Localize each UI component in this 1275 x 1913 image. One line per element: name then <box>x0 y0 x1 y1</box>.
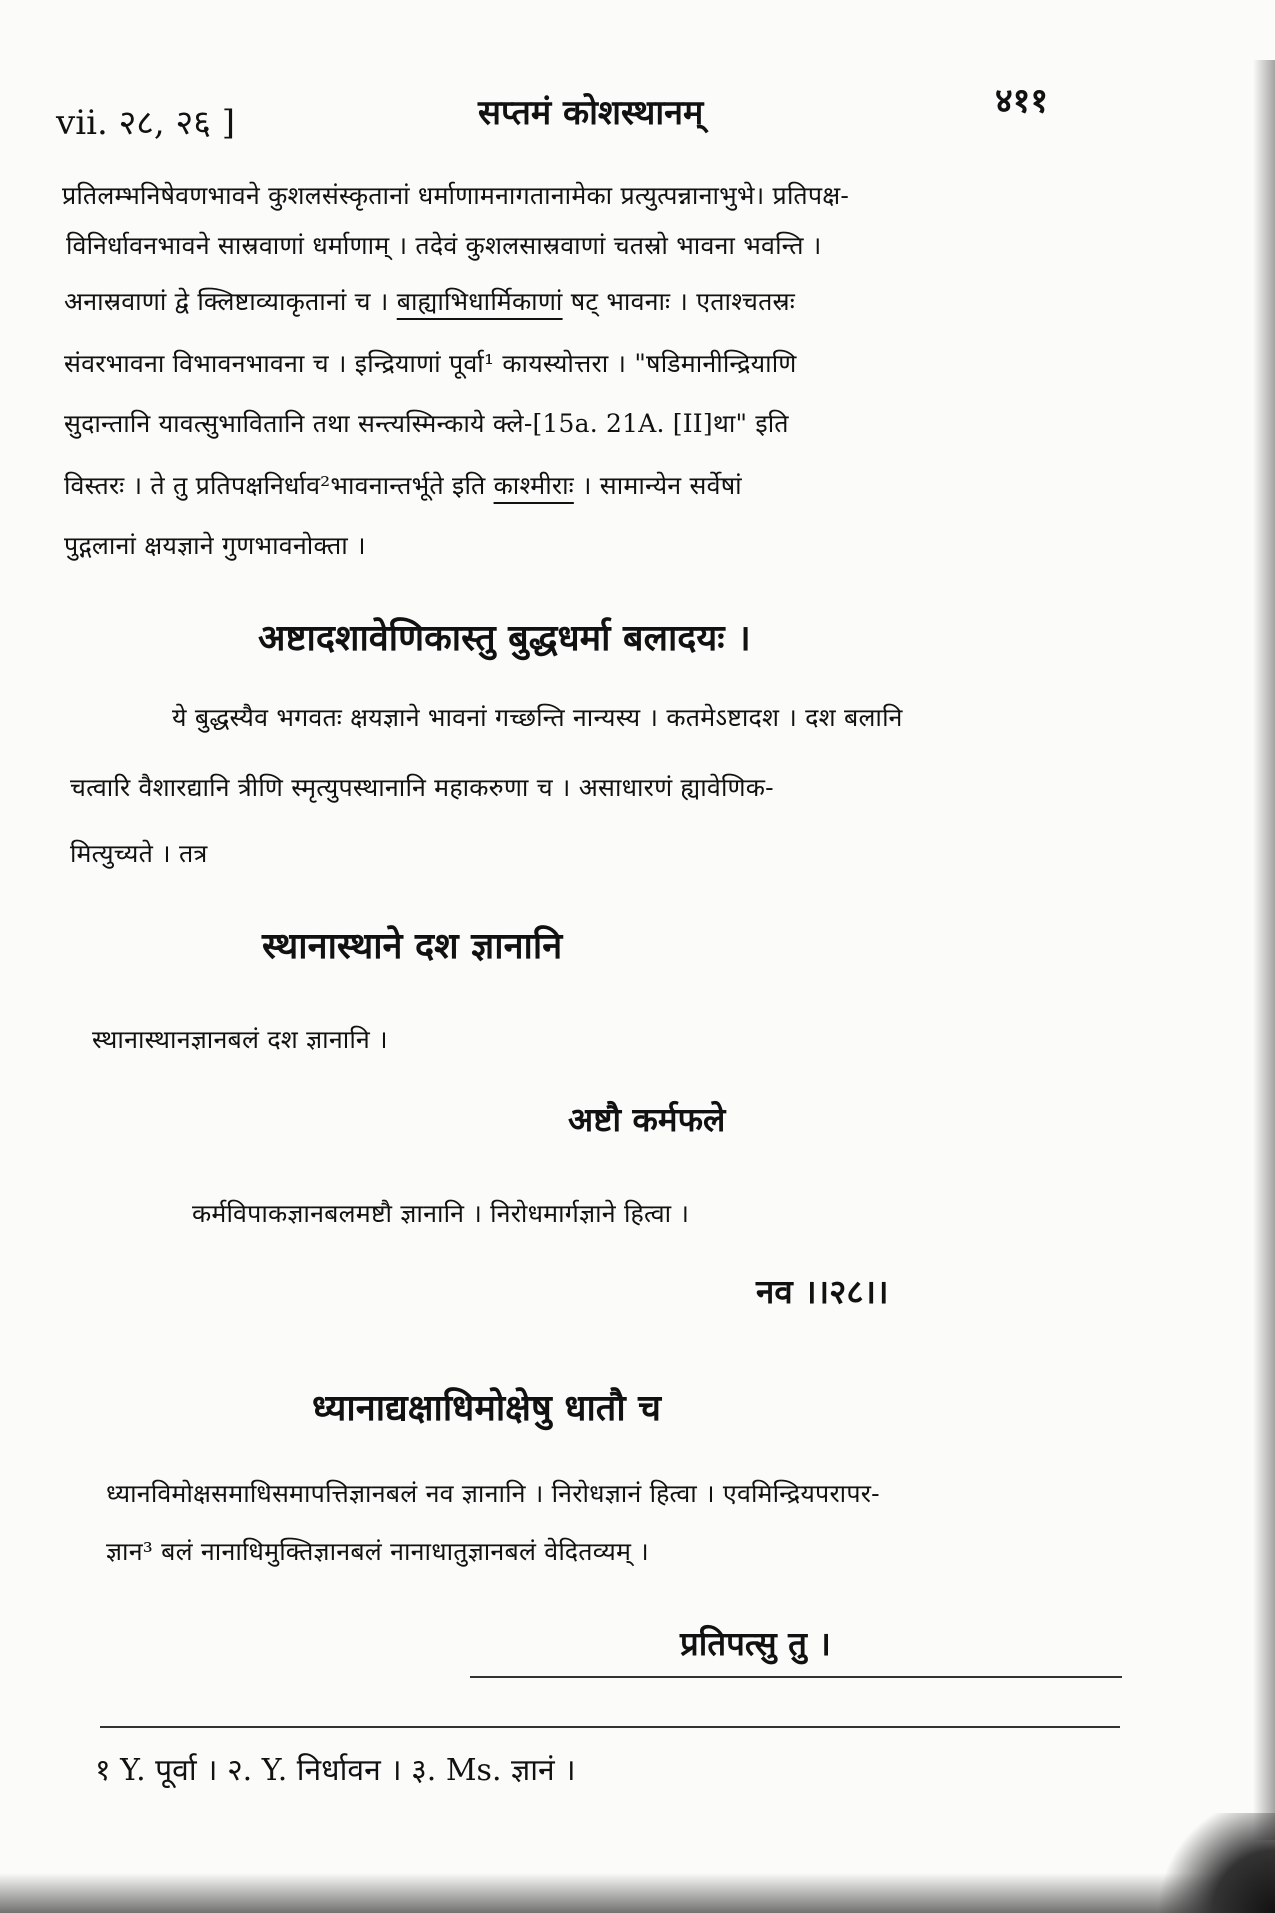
paragraph5-line2: ज्ञान³ बलं नानाधिमुक्तिज्ञानबलं नानाधातुज्ञानबलं वेदितव्यम् । <box>106 1537 649 1566</box>
paragraph1-line6 <box>64 468 742 502</box>
page-edge-shadow <box>1253 60 1275 1840</box>
footnotes: १ Y. पूर्वा । २. Y. निर्धावन । ३. Ms. ज्ञानं । <box>95 1753 576 1788</box>
commentary-2: स्थानास्थानज्ञानबलं दश ज्ञानानि । <box>92 1025 388 1054</box>
verse-heading-2: स्थानास्थाने दश ज्ञानानि <box>262 925 563 967</box>
paragraph1-line2: विनिर्धावनभावने सास्रवाणां धर्माणाम् । तदेवं कुशलसास्रवाणां चतस्रो भावना भवन्ति । <box>66 231 822 260</box>
header-reference: vii. २८, २६ ] <box>56 103 235 143</box>
paragraph1-line3-text-a: अनास्रवाणां द्वे क्लिष्टाव्याकृतानां च । <box>64 287 397 316</box>
underlined-term-bahya: बाह्याभिधार्मिकाणां <box>396 287 563 316</box>
separator-rule-top <box>470 1676 1122 1678</box>
paragraph1-line7: पुद्गलानां क्षयज्ञाने गुणभावनोक्ता । <box>64 531 366 560</box>
running-title: सप्तमं कोशस्थानम् <box>478 93 704 133</box>
underlined-term-kashmira: काश्मीराः <box>493 471 574 500</box>
verse-heading-6: प्रतिपत्सु तु । <box>680 1624 831 1663</box>
verse-number-28: नव ।।२८।। <box>756 1272 889 1311</box>
verse-heading-5: ध्यानाद्यक्षाधिमोक्षेषु धातौ च <box>312 1387 662 1429</box>
paragraph1-line3 <box>64 284 795 318</box>
paragraph1-line4: संवरभावना विभावनभावना च । इन्द्रियाणां पूर्वा¹ कायस्योत्तरा । "षडिमानीन्द्रियाणि <box>64 349 797 378</box>
paragraph5-line1: ध्यानविमोक्षसमाधिसमापत्तिज्ञानबलं नव ज्ञानानि । निरोधज्ञानं हित्वा । एवमिन्द्रियपरापर- <box>106 1479 880 1508</box>
paragraph1-line6-text-b: । सामान्येन सर्वेषां <box>573 471 742 500</box>
page-number: ४११ <box>995 81 1049 121</box>
page-bottom-shadow <box>0 1873 1275 1913</box>
footnote-rule <box>100 1726 1120 1728</box>
paragraph2-line2: चत्वारि वैशारद्यानि त्रीणि स्मृत्युपस्थानानि महाकरुणा च । असाधारणं ह्यावेणिक- <box>70 773 774 802</box>
page-corner-shadow <box>1155 1813 1275 1913</box>
commentary-3: कर्मविपाकज्ञानबलमष्टौ ज्ञानानि । निरोधमार्गज्ञाने हित्वा । <box>192 1199 690 1228</box>
paragraph1-line3-text-b: षट् भावनाः । एताश्चतस्रः <box>562 287 795 316</box>
paragraph2-line3: मित्युच्यते । तत्र <box>70 839 208 868</box>
paragraph1-line5: सुदान्तानि यावत्सुभावितानि तथा सन्त्यस्मिन्काये क्ले-[15a. 21A. [II]था" इति <box>64 409 789 438</box>
paragraph1-line1: प्रतिलम्भनिषेवणभावने कुशलसंस्कृतानां धर्माणामनागतानामेका प्रत्युत्पन्नानाभुभे। प्रतिपक्ष- <box>62 181 850 210</box>
verse-heading-1: अष्टादशावेणिकास्तु बुद्धधर्मा बलादयः । <box>258 617 751 659</box>
paragraph1-line6-text-a: विस्तरः । ते तु प्रतिपक्षनिर्धाव²भावनान्तर्भूते इति <box>64 471 494 500</box>
verse-heading-3: अष्टौ कर्मफले <box>568 1100 726 1139</box>
paragraph2-line1: ये बुद्धस्यैव भगवतः क्षयज्ञाने भावनां गच्छन्ति नान्यस्य । कतमेऽष्टादश । दश बलानि <box>172 703 903 732</box>
